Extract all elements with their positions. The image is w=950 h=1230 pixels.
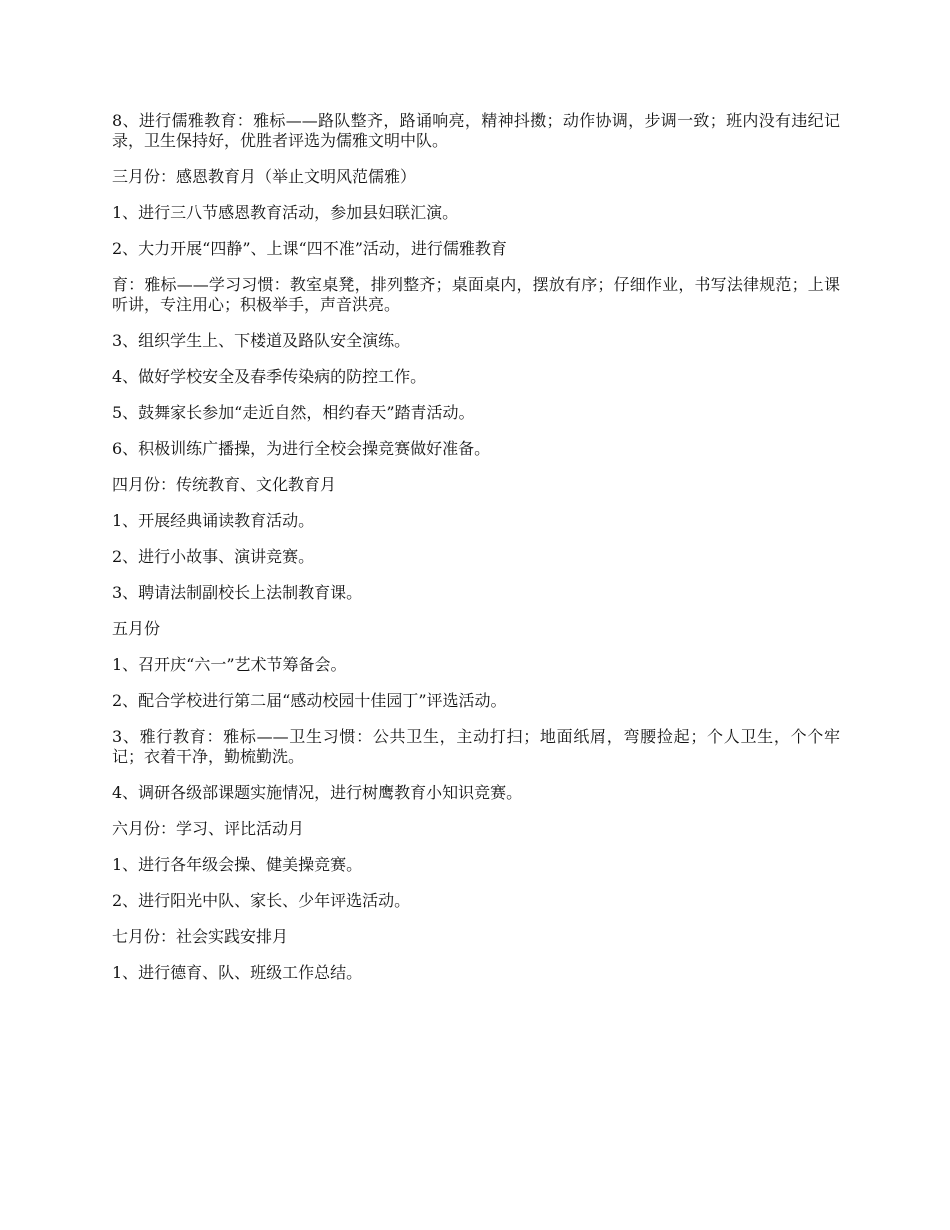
paragraph-june-1: 1、进行各年级会操、健美操竞赛。 — [112, 855, 363, 874]
heading-april: 四月份：传统教育、文化教育月 — [112, 475, 337, 494]
heading-june: 六月份：学习、评比活动月 — [112, 819, 305, 838]
paragraph-march-2-continued: 育：雅标——学习习惯：教室桌凳，排列整齐；桌面桌内，摆放有序；仔细作业，书写法律规范；上课听讲，专注用心；积极举手，声音洪亮。 — [112, 275, 840, 314]
heading-march: 三月份：感恩教育月（举止文明风范儒雅） — [112, 167, 417, 186]
paragraph-march-1: 1、进行三八节感恩教育活动，参加县妇联汇演。 — [112, 203, 459, 222]
paragraph-april-3: 3、聘请法制副校长上法制教育课。 — [112, 583, 363, 602]
paragraph-may-3: 3、雅行教育：雅标——卫生习惯：公共卫生，主动打扫；地面纸屑，弯腰捡起；个人卫生，个个牢记；衣着干净，勤梳勤洗。 — [112, 727, 840, 766]
paragraph-april-1: 1、开展经典诵读教育活动。 — [112, 511, 315, 530]
paragraph-may-1: 1、召开庆“六一”艺术节筹备会。 — [112, 655, 347, 674]
paragraph-may-2: 2、配合学校进行第二届“感动校园十佳园丁”评选活动。 — [112, 691, 507, 710]
heading-may: 五月份 — [112, 619, 161, 638]
heading-july: 七月份：社会实践安排月 — [112, 927, 289, 946]
paragraph-may-4: 4、调研各级部课题实施情况，进行树鹰教育小知识竞赛。 — [112, 783, 523, 802]
paragraph-march-6: 6、积极训练广播操，为进行全校会操竞赛做好准备。 — [112, 439, 491, 458]
document-body — [112, 111, 840, 999]
paragraph-july-1: 1、进行德育、队、班级工作总结。 — [112, 963, 363, 982]
paragraph-march-3: 3、组织学生上、下楼道及路队安全演练。 — [112, 331, 411, 350]
paragraph-item-8-yaxing: 8、进行儒雅教育：雅标——路队整齐，路诵响亮，精神抖擞；动作协调，步调一致；班内没有违纪记录，卫生保持好，优胜者评选为儒雅文明中队。 — [112, 111, 840, 150]
paragraph-march-4: 4、做好学校安全及春季传染病的防控工作。 — [112, 367, 427, 386]
paragraph-march-5: 5、鼓舞家长参加“走近自然，相约春天”踏青活动。 — [112, 403, 475, 422]
paragraph-march-2: 2、大力开展“四静”、上课“四不准”活动，进行儒雅教育 — [112, 239, 507, 258]
paragraph-june-2: 2、进行阳光中队、家长、少年评选活动。 — [112, 891, 411, 910]
paragraph-april-2: 2、进行小故事、演讲竞赛。 — [112, 547, 315, 566]
